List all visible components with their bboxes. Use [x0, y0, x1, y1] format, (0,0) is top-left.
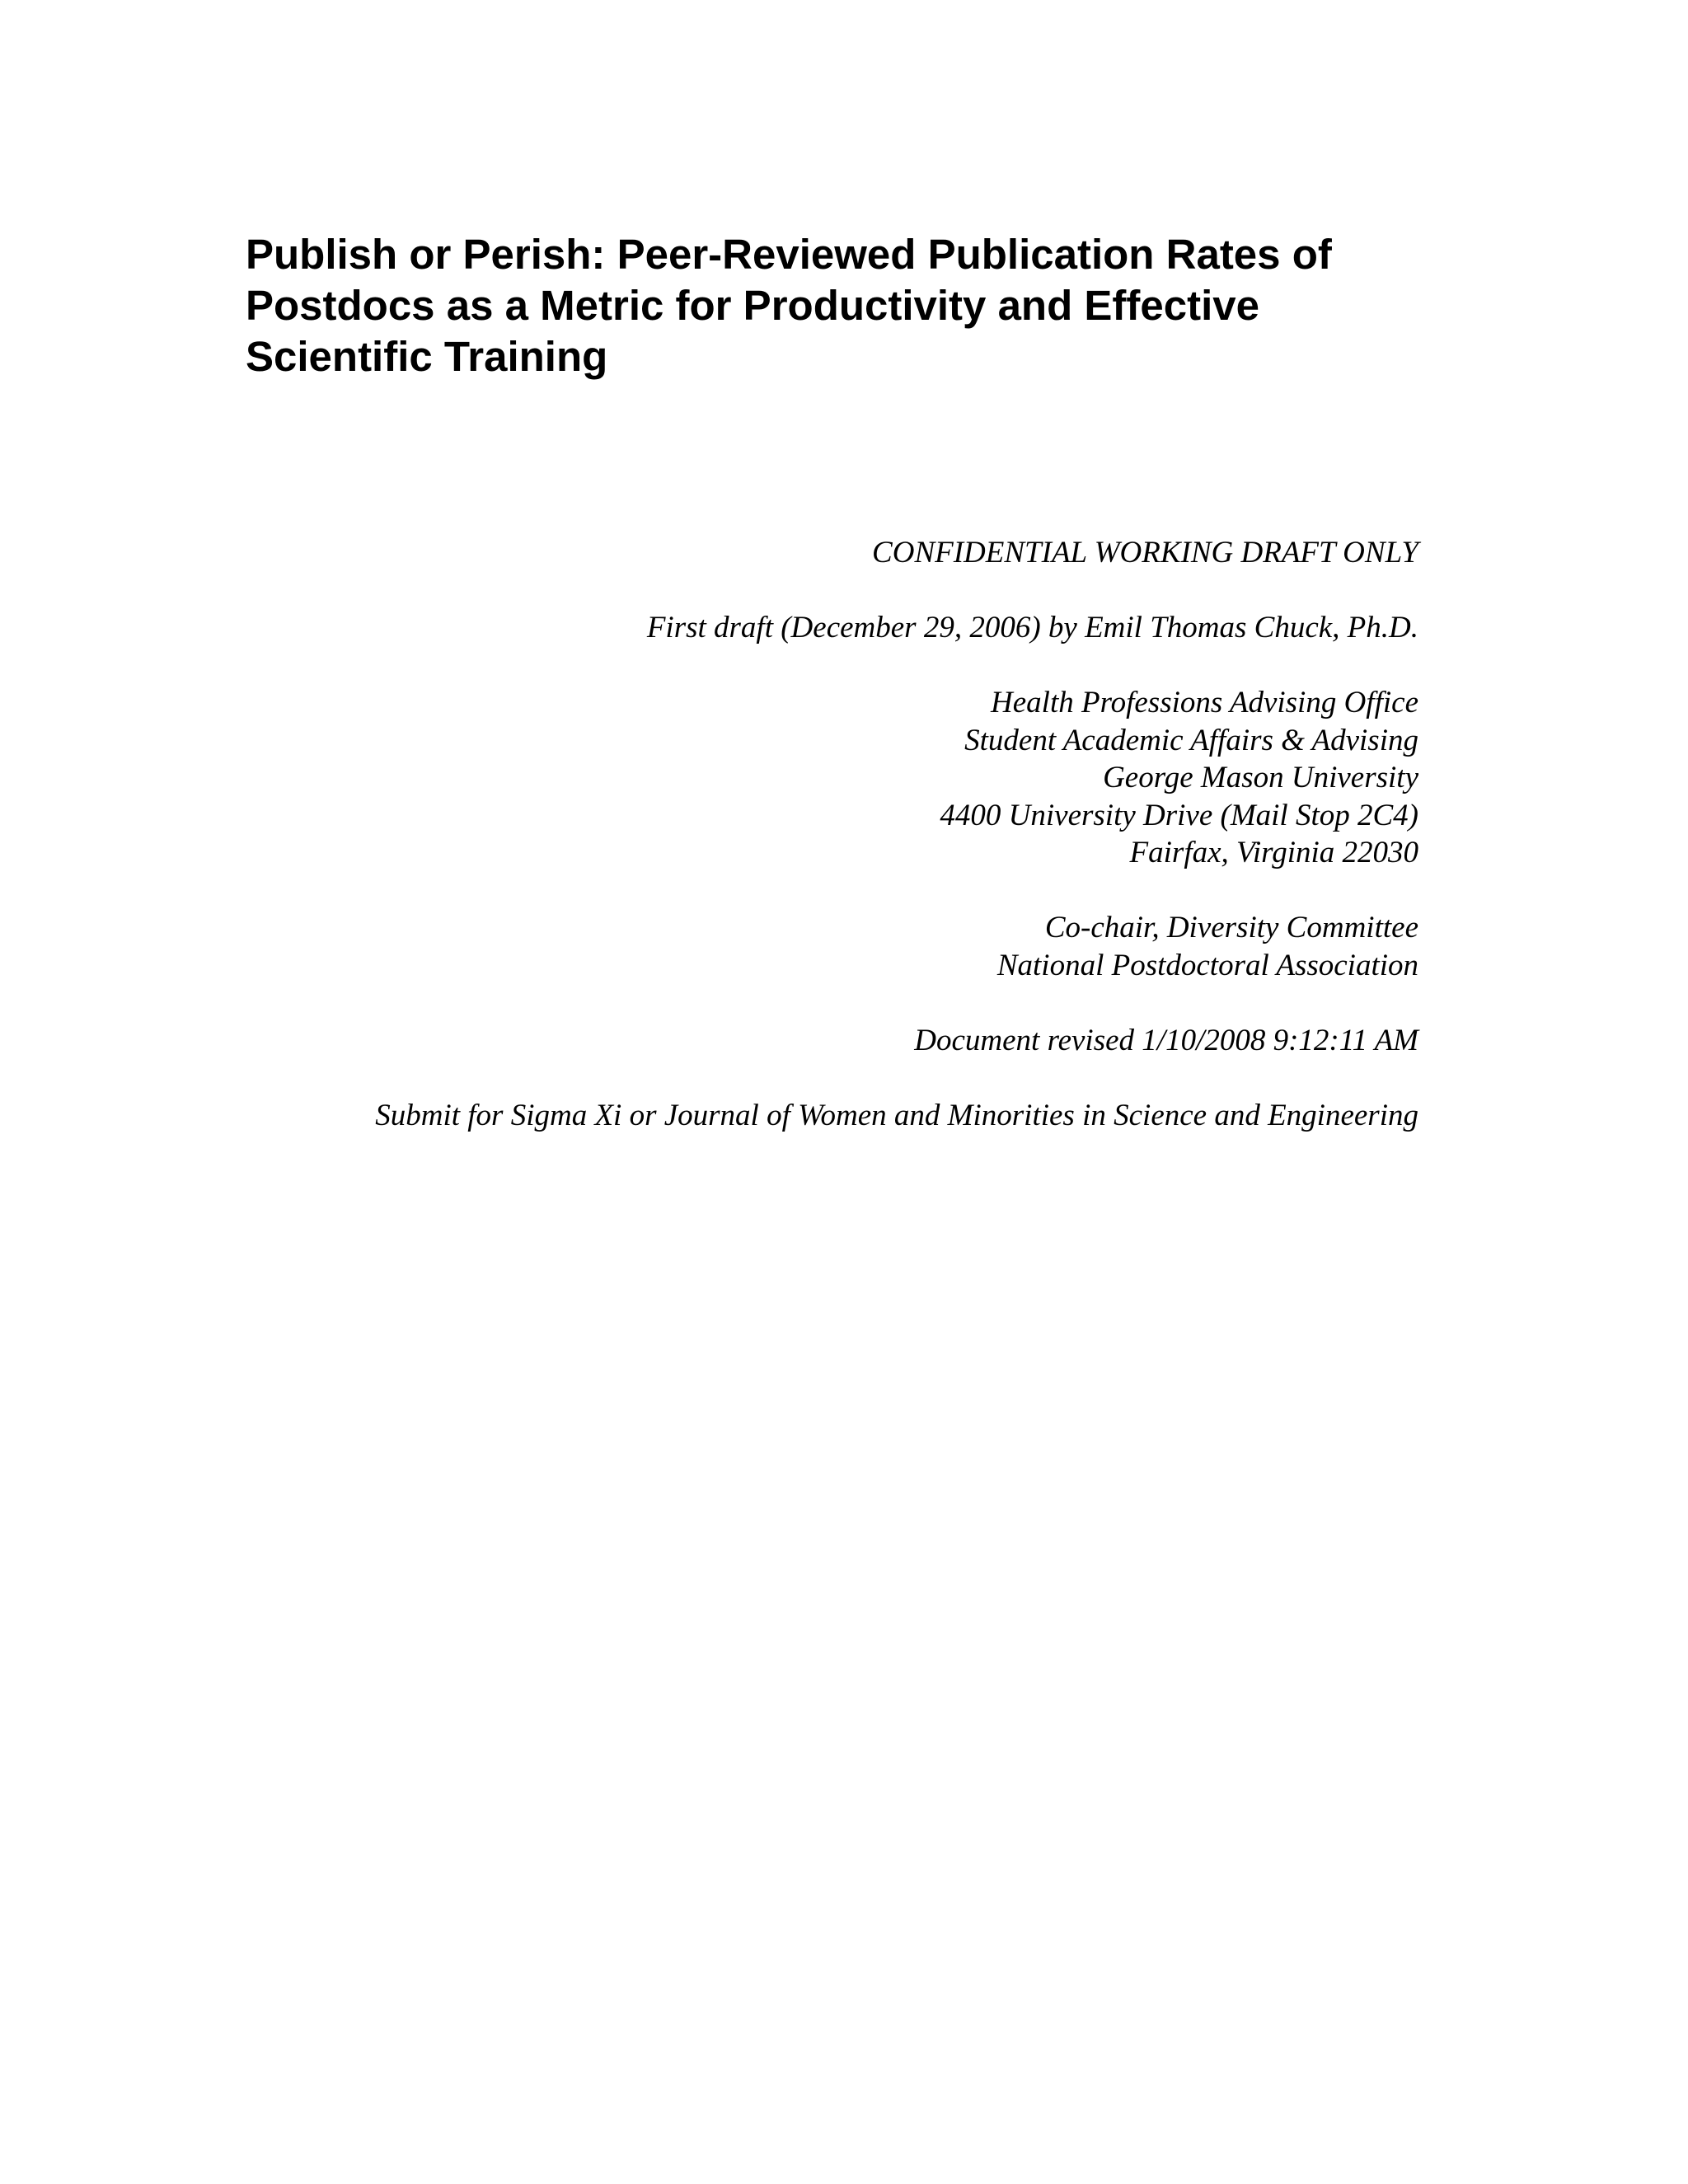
affiliation-street: 4400 University Drive (Mail Stop 2C4)	[940, 798, 1418, 832]
confidential-status: CONFIDENTIAL WORKING DRAFT ONLY	[872, 536, 1418, 569]
affiliation-role: Co-chair, Diversity Committee	[1044, 911, 1418, 944]
affiliation-association: National Postdoctoral Association	[996, 948, 1418, 982]
revision-timestamp: Document revised 1/10/2008 9:12:11 AM	[914, 1023, 1418, 1057]
document-metadata	[100, 534, 1418, 1134]
document-title	[246, 229, 1482, 382]
submission-note: Submit for Sigma Xi or Journal of Women and Minorities in Science and Engineering	[375, 1098, 1418, 1132]
affiliation-city: Fairfax, Virginia 22030	[1129, 836, 1418, 869]
title-line-1: Publish or Perish: Peer-Reviewed Publication Rates of	[246, 231, 1332, 278]
affiliation-university: George Mason University	[1103, 761, 1418, 794]
title-line-2: Postdocs as a Metric for Productivity and Effective	[246, 282, 1260, 329]
draft-info: First draft (December 29, 2006) by Emil Thomas Chuck, Ph.D.	[646, 611, 1418, 644]
affiliation-office: Health Professions Advising Office	[991, 686, 1418, 719]
affiliation-block-advising	[100, 684, 1418, 872]
affiliation-department: Student Academic Affairs & Advising	[964, 723, 1418, 757]
title-line-3: Scientific Training	[246, 333, 608, 380]
affiliation-block-npa	[100, 909, 1418, 984]
